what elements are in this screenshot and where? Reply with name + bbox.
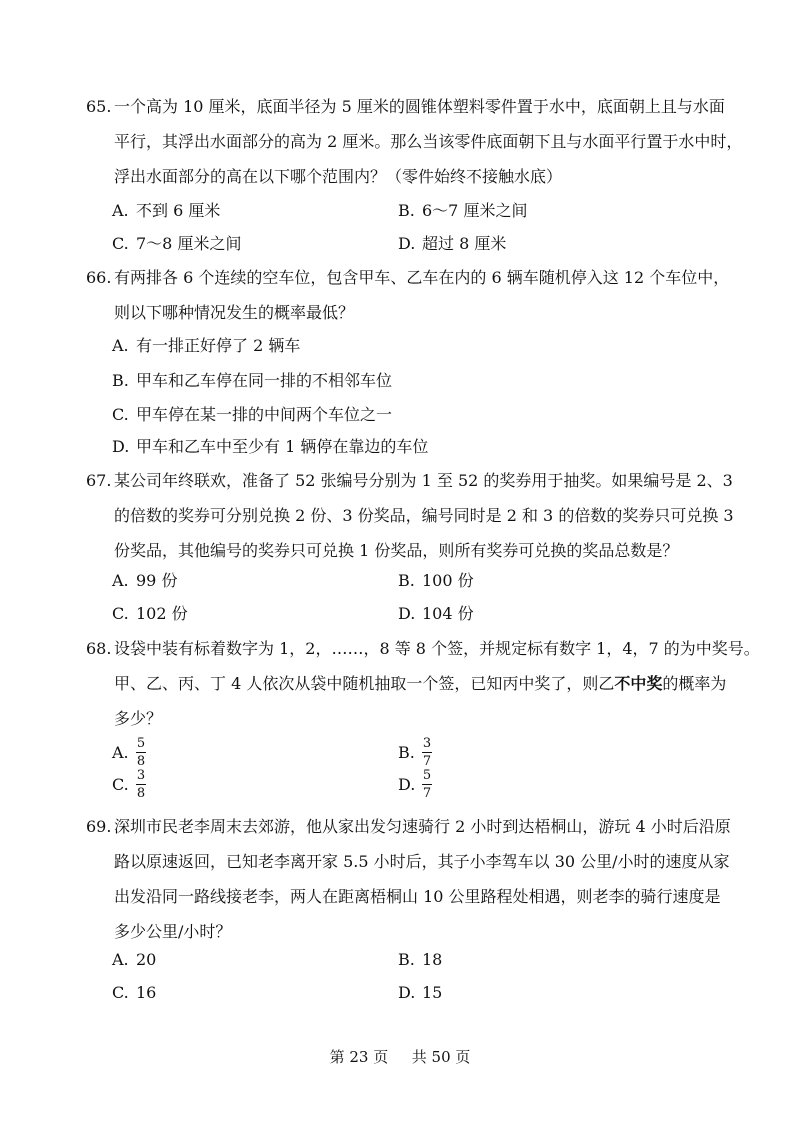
page-footer xyxy=(0,1046,800,1067)
question-number: 68. xyxy=(86,639,112,658)
option-b: B. 100 份 xyxy=(398,571,474,590)
option-c: C. 甲车停在某一排的中间两个车位之一 xyxy=(112,405,393,424)
option-b: B. 18 xyxy=(398,950,443,969)
option-d: D. 甲车和乙车中至少有 1 辆停在靠边的车位 xyxy=(112,437,429,456)
question-text: 有两排各 6 个连续的空车位，包含甲车、乙车在内的 6 辆车随机停入这 12 个车位中， xyxy=(114,268,730,287)
emphasis-text: 不中奖 xyxy=(614,674,663,693)
option-row xyxy=(112,227,712,260)
option-c: C. 7～8 厘米之间 xyxy=(112,234,242,253)
option-b: B. 6～7 厘米之间 xyxy=(398,201,528,220)
question-text: 的概率为 xyxy=(662,674,727,693)
question-text: 某公司年终联欢，准备了 52 张编号分别为 1 至 52 的奖券用于抽奖。如果编号是 2、3 xyxy=(114,471,733,490)
fraction: $\frac{3}{8}$ xyxy=(136,767,146,801)
option-c: C. 102 份 xyxy=(112,604,188,623)
fraction: $\frac{3}{7}$ xyxy=(422,735,432,769)
option-c: C. $\frac{3}{8}$ xyxy=(112,767,146,801)
fraction: $\frac{5}{8}$ xyxy=(136,735,146,769)
option-row xyxy=(112,767,712,801)
option-a: A. 99 份 xyxy=(112,571,178,590)
question-text: 平行，其浮出水面部分的高为 2 厘米。那么当该零件底面朝下且与水面平行置于水中时， xyxy=(114,132,743,151)
question-text: 则以下哪种情况发生的概率最低？ xyxy=(114,303,355,322)
page-number: 第 23 页 xyxy=(329,1048,389,1066)
option-row xyxy=(112,735,712,769)
question-text: 深圳市民老李周末去郊游，他从家出发匀速骑行 2 小时到达梧桐山，游玩 4 小时后沿原 xyxy=(114,817,731,836)
question-text: 多少？ xyxy=(114,709,163,728)
option-b: B. 甲车和乙车停在同一排的不相邻车位 xyxy=(112,371,393,390)
question-text: 设袋中装有标着数字为 1，2，……，8 等 8 个签，并规定标有数字 1，4，7 的为中奖号。 xyxy=(114,639,760,658)
option-d: D. $\frac{5}{7}$ xyxy=(398,767,432,801)
question-text: 份奖品，其他编号的奖券只可兑换 1 份奖品，则所有奖券可兑换的奖品总数是？ xyxy=(114,541,679,560)
question-number: 66. xyxy=(86,268,112,287)
option-d: D. 104 份 xyxy=(398,604,474,623)
question-number: 67. xyxy=(86,471,112,490)
option-a: A. 有一排正好停了 2 辆车 xyxy=(112,336,301,355)
fraction: $\frac{5}{7}$ xyxy=(422,767,432,801)
option-row xyxy=(112,976,712,1009)
question-text: 浮出水面部分的高在以下哪个范围内？（零件始终不接触水底） xyxy=(114,167,563,186)
question-68 xyxy=(86,631,760,736)
question-number: 69. xyxy=(86,817,112,836)
question-65 xyxy=(86,89,746,194)
option-d: D. 超过 8 厘米 xyxy=(398,234,507,253)
page-total: 共 50 页 xyxy=(411,1048,471,1066)
question-number: 65. xyxy=(86,97,112,116)
option-c: C. 16 xyxy=(112,983,157,1002)
question-66 xyxy=(86,260,746,330)
option-row xyxy=(112,194,712,227)
option-row xyxy=(112,943,712,976)
question-text: 多少公里/小时？ xyxy=(114,922,232,941)
option-b: B. $\frac{3}{7}$ xyxy=(398,735,432,769)
question-text: 路以原速返回，已知老李离开家 5.5 小时后，其子小李驾车以 30 公里/小时的速度从家 xyxy=(114,852,730,871)
question-text: 甲、乙、丙、丁 4 人依次从袋中随机抽取一个签，已知丙中奖了，则乙 xyxy=(114,674,615,693)
option-d: D. 15 xyxy=(398,983,443,1002)
option-a: A. 20 xyxy=(112,950,157,969)
question-69 xyxy=(86,809,746,949)
option-a: A. 不到 6 厘米 xyxy=(112,201,221,220)
option-row xyxy=(112,597,712,630)
question-text: 一个高为 10 厘米，底面半径为 5 厘米的圆锥体塑料零件置于水中，底面朝上且与水面 xyxy=(114,97,725,116)
option-a: A. $\frac{5}{8}$ xyxy=(112,735,146,769)
question-text: 的倍数的奖券可分别兑换 2 份、3 份奖品，编号同时是 2 和 3 的倍数的奖券只可兑换 3 xyxy=(114,506,734,525)
question-text: 出发沿同一路线接老李，两人在距离梧桐山 10 公里路程处相遇，则老李的骑行速度是 xyxy=(114,887,721,906)
question-67 xyxy=(86,463,746,568)
option-row xyxy=(112,564,712,597)
